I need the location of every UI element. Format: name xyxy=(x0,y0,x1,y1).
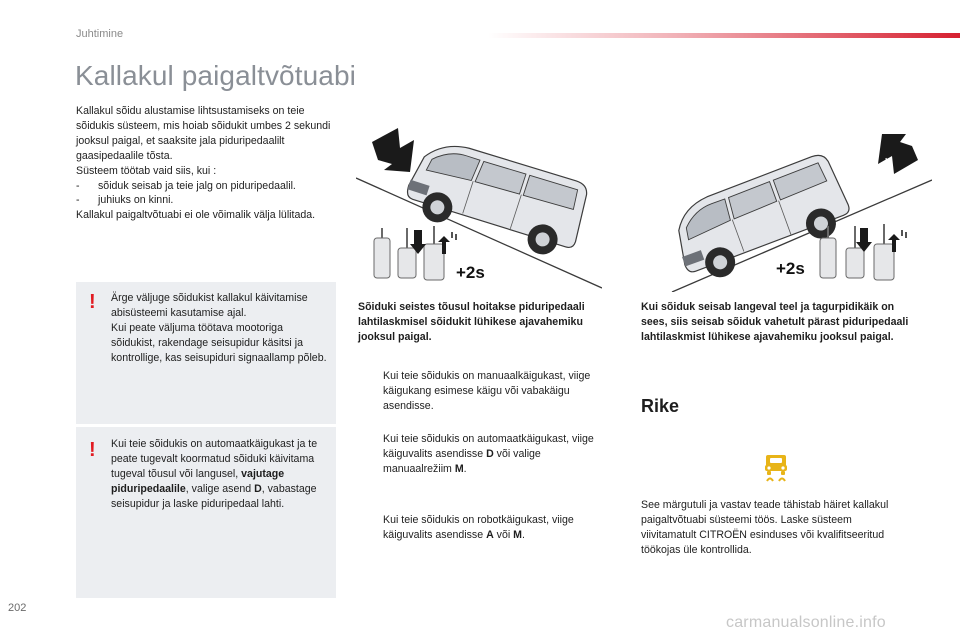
page-number: 202 xyxy=(8,602,27,614)
timer-badge: +2s xyxy=(456,263,485,282)
intro-text xyxy=(76,104,338,223)
conditions-lead: Süsteem töötab vaid siis, kui : xyxy=(76,164,217,177)
warning-text-automatic: Kui teie sõidukis on automaatkäigukast ja te peate tugevalt koormatud sõiduki käivitama tugeval tõusul või langusel, vajutage piduripedaalile, valige asend D, vabastage seisupidur ja laske piduripedaal lahti. xyxy=(111,438,318,510)
bullet-item: Kui teie sõidukis on robotkäigukast, viige käiguvalits asendisse A või M. xyxy=(383,514,574,541)
fault-description: See märgutuli ja vastav teade tähistab häiret kallakul paigaltvõtuabi süsteemi töös. Laske süsteem viivitamatult CITROËN esinduses või kvalifitseeritud töökojas üle kontrollida. xyxy=(641,499,889,556)
intro-paragraph: Kallakul sõidu alustamise lihtsustamiseks on teie sõidukis süsteem, mis hoiab sõidukit umbes 2 sekundi jooksul paigal, et saaksite jala piduripedaalilt gaasipedaalile tõsta. xyxy=(76,105,331,162)
bullet-item: Kui teie sõidukis on manuaalkäigukast, viige käigukang esimese käigu või vabakäigu asendisse. xyxy=(383,370,591,412)
header-accent-bar xyxy=(488,33,960,38)
page-title: Kallakul paigaltvõtuabi xyxy=(75,60,356,91)
downhill-van-illustration xyxy=(632,120,932,292)
uphill-caption: Sõiduki seistes tõusul hoitakse piduripedaali lahtilaskmisel sõidukit lühikese ajavahemiku jooksul paigal. xyxy=(358,301,585,343)
condition-item: - sõiduk seisab ja teie jalg on piduripedaalil. xyxy=(76,179,296,192)
fault-heading: Rike xyxy=(641,396,680,416)
section-label: Juhtimine xyxy=(76,28,124,40)
timer-badge: +2s xyxy=(776,259,805,278)
warning-icon: ! xyxy=(89,291,96,313)
warning-icon: ! xyxy=(89,439,96,461)
arrow-icon xyxy=(878,134,918,174)
warning-text-exit: Ärge väljuge sõidukist kallakul käivitamise abisüsteemi kasutamise ajal. Kui peate väljuma töötava mootoriga sõidukist, rakendage seisupidur käsitsi ja kontrollige, kas seisupiduri signaallamp põleb. xyxy=(111,292,327,364)
pedal-icons xyxy=(374,226,456,280)
uphill-van-illustration xyxy=(356,120,602,292)
watermark: carmanualsonline.info xyxy=(726,614,886,631)
bullet-item: Kui teie sõidukis on automaatkäigukast, viige käiguvalits asendisse D või valige manuaalrežiim M. xyxy=(383,433,594,475)
hill-assist-fault-icon xyxy=(761,451,791,483)
arrow-icon xyxy=(372,128,414,172)
intro-note: Kallakul paigaltvõtuabi ei ole võimalik välja lülitada. xyxy=(76,209,316,222)
condition-item: - juhiuks on kinni. xyxy=(76,194,174,207)
downhill-caption: Kui sõiduk seisab langeval teel ja tagurpidikäik on sees, siis seisab sõiduk vahetult pärast piduripedaali lahtilaskmist lühikese ajavahemiku jooksul paigal. xyxy=(641,301,909,343)
warning-separator xyxy=(76,424,336,427)
